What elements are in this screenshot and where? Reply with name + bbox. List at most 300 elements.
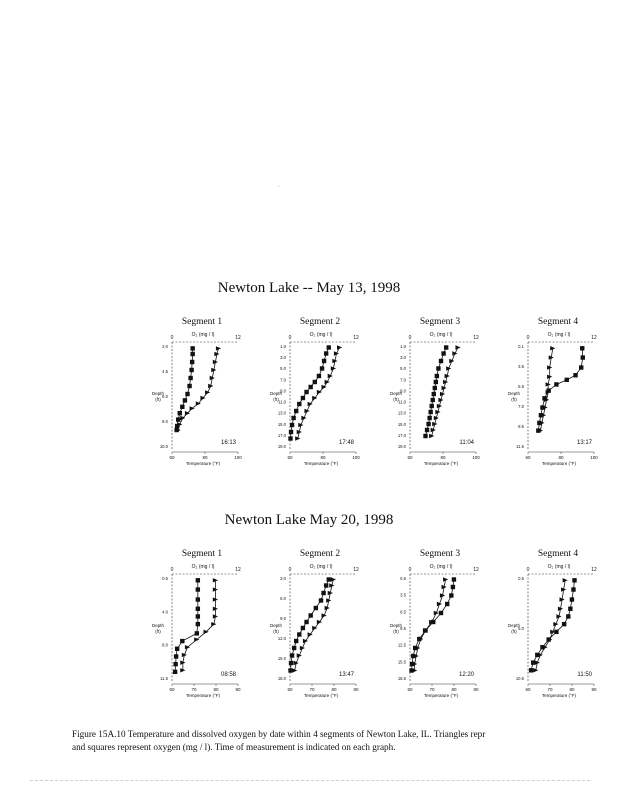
temperature-tick-label: 60: [169, 687, 175, 692]
oxygen-point: [536, 428, 540, 432]
oxygen-point: [297, 402, 301, 406]
temperature-tick-label: 80: [331, 687, 337, 692]
depth-axis-label: (ft): [155, 629, 161, 634]
top-axis-label: O₂ (mg / l): [429, 332, 453, 338]
segment-panel: [506, 544, 618, 704]
temperature-point: [325, 380, 330, 384]
oxygen-point: [319, 598, 323, 602]
segment-panel: [388, 544, 508, 704]
temperature-point: [322, 613, 327, 617]
oxygen-point: [417, 637, 421, 641]
temperature-tick-label: 70: [191, 687, 197, 692]
depth-axis-label: Depth: [507, 623, 521, 628]
oxygen-point: [196, 578, 200, 582]
oxygen-point: [314, 606, 318, 610]
depth-tick-label: 11.5: [516, 444, 524, 449]
temperature-point: [205, 390, 210, 394]
segment-title: Segment 4: [537, 317, 579, 327]
depth-tick-label: 15.0: [277, 656, 286, 661]
oxygen-point: [322, 359, 326, 363]
depth-tick-label: 6.0: [280, 596, 286, 601]
oxygen-point: [196, 587, 200, 591]
oxygen-point: [173, 662, 177, 666]
temperature-point: [304, 409, 309, 413]
depth-axis-label: (ft): [393, 629, 399, 634]
segment-panel: [150, 544, 270, 704]
temperature-point: [434, 611, 439, 615]
temperature-axis-label: Temperature (°F): [185, 693, 221, 698]
depth-tick-label: 4.0: [162, 609, 168, 615]
oxygen-point: [297, 632, 301, 636]
oxygen-point: [449, 593, 453, 597]
depth-axis-label: (ft): [393, 397, 399, 402]
temperature-axis-label: Temperature (°F): [541, 461, 577, 466]
oxygen-point: [195, 631, 199, 635]
top-tick-label: 12: [591, 335, 597, 341]
figure-title-may-13: Newton Lake -- May 13, 1998: [217, 280, 401, 296]
temperature-point: [303, 639, 308, 643]
temperature-tick-label: 60: [525, 455, 531, 460]
oxygen-point: [570, 597, 574, 601]
temperature-tick-label: 80: [213, 687, 219, 692]
oxygen-point: [176, 417, 180, 421]
oxygen-point: [185, 392, 189, 396]
oxygen-point: [308, 385, 312, 389]
depth-axis-label: Depth: [151, 391, 165, 396]
oxygen-point: [196, 622, 200, 626]
temperature-tick-label: 60: [169, 455, 175, 460]
temperature-tick-label: 60: [287, 687, 293, 692]
temperature-tick-label: 100: [352, 455, 360, 460]
depth-tick-label: 7.0: [400, 377, 406, 383]
oxygen-point: [433, 386, 437, 390]
oxygen-point: [190, 360, 194, 364]
oxygen-point: [327, 577, 331, 581]
top-tick-label: 12: [591, 567, 597, 573]
oxygen-point: [327, 345, 331, 349]
depth-tick-label: 10.0: [159, 444, 168, 449]
page-footer-rule: [30, 780, 590, 787]
depth-tick-label: 2.0: [162, 344, 168, 349]
oxygen-point: [324, 583, 328, 587]
oxygen-point: [321, 591, 325, 595]
temperature-tick-label: 90: [235, 687, 241, 692]
oxygen-point: [546, 388, 550, 392]
temperature-tick-label: 90: [353, 687, 359, 692]
temperature-tick-label: 80: [320, 455, 326, 460]
top-tick-label: 0: [170, 335, 174, 341]
depth-tick-label: 3.5: [400, 592, 406, 598]
depth-axis-label: Depth: [389, 391, 403, 396]
depth-tick-label: 0.5: [400, 576, 406, 581]
oxygen-point: [196, 607, 200, 611]
oxygen-point: [174, 428, 178, 432]
top-tick-label: 0: [170, 567, 174, 573]
depth-tick-label: 15.0: [397, 421, 406, 427]
temperature-series-line: [536, 580, 565, 670]
depth-axis-label: Depth: [151, 623, 165, 628]
oxygen-point: [426, 422, 430, 426]
depth-tick-label: 7.0: [280, 377, 286, 383]
oxygen-point: [531, 660, 535, 664]
temperature-tick-label: 90: [591, 687, 597, 692]
oxygen-series-line: [538, 348, 582, 430]
depth-axis-label: (ft): [511, 629, 517, 634]
oxygen-point: [571, 587, 575, 591]
temperature-axis-label: Temperature (°F): [303, 693, 339, 698]
top-axis-label: O₂ (mg / l): [191, 564, 215, 570]
oxygen-point: [568, 607, 572, 611]
oxygen-point: [537, 421, 541, 425]
top-axis-label: O₂ (mg / l): [309, 332, 333, 338]
oxygen-point: [572, 578, 576, 582]
temperature-axis-label: Temperature (°F): [423, 461, 459, 466]
measurement-time: 11:04: [459, 440, 474, 446]
top-axis-label: O₂ (mg / l): [547, 332, 571, 338]
temperature-tick-label: 100: [234, 455, 242, 460]
depth-tick-label: 19.0: [277, 444, 286, 449]
oxygen-point: [196, 614, 200, 618]
oxygen-point: [324, 351, 328, 355]
oxygen-point: [294, 639, 298, 643]
oxygen-point: [562, 622, 566, 626]
oxygen-point: [308, 613, 312, 617]
temperature-tick-label: 70: [309, 687, 315, 692]
depth-axis-label: (ft): [273, 397, 279, 402]
oxygen-point: [183, 398, 187, 402]
temperature-tick-label: 80: [440, 455, 446, 460]
segment-panel: [268, 312, 388, 472]
top-tick-label: 0: [288, 567, 292, 573]
depth-tick-label: 19.0: [397, 444, 406, 449]
oxygen-point: [290, 423, 294, 427]
segment-chart-svg: [388, 544, 500, 706]
temperature-series-line: [432, 348, 458, 437]
depth-tick-label: 17.0: [397, 432, 406, 438]
temperature-axis-label: Temperature (°F): [303, 461, 339, 466]
oxygen-point: [188, 376, 192, 380]
temperature-point: [312, 396, 317, 400]
oxygen-point: [431, 620, 435, 624]
segment-title: Segment 1: [181, 549, 223, 559]
oxygen-point: [430, 404, 434, 408]
depth-tick-label: 5.5: [518, 384, 524, 389]
oxygen-point: [539, 413, 543, 417]
oxygen-point: [292, 646, 296, 650]
depth-tick-label: 11.5: [160, 676, 168, 681]
depth-tick-label: 0.1: [518, 344, 524, 349]
caption-line-2: and squares represent oxygen (mg / l). Time of measurement is indicated on each graph.: [72, 742, 396, 752]
depth-tick-label: 3.0: [280, 355, 286, 361]
oxygen-point: [573, 373, 577, 377]
oxygen-point: [423, 434, 427, 438]
depth-tick-label: 1.0: [400, 344, 406, 349]
temperature-point: [449, 359, 454, 363]
oxygen-point: [431, 398, 435, 402]
top-tick-label: 0: [526, 335, 530, 341]
depth-axis-label: (ft): [273, 629, 279, 634]
depth-tick-label: 17.0: [277, 432, 286, 438]
temperature-point: [300, 646, 305, 650]
measurement-time: 12:20: [458, 672, 474, 678]
segment-chart-svg: [506, 312, 618, 474]
segment-chart-svg: [268, 544, 380, 706]
top-tick-label: 0: [408, 335, 412, 341]
depth-tick-label: 11.0: [398, 399, 406, 405]
depth-tick-label: 8.0: [162, 419, 168, 424]
oxygen-point: [529, 668, 533, 672]
top-axis-label: O₂ (mg / l): [309, 564, 333, 570]
oxygen-point: [581, 355, 585, 359]
oxygen-point: [554, 382, 558, 386]
depth-tick-label: 4.5: [162, 369, 168, 374]
oxygen-point: [441, 351, 445, 355]
caption-line-1: Figure 15A.10 Temperature and dissolved oxygen by date within 4 segments of Newton Lake, IL. Triangles repr: [72, 729, 486, 739]
oxygen-point: [434, 380, 438, 384]
depth-tick-label: 13.0: [397, 410, 406, 416]
depth-tick-label: 6.0: [162, 394, 168, 399]
oxygen-point: [301, 396, 305, 400]
oxygen-point: [580, 346, 584, 350]
segment-title: Segment 1: [181, 317, 223, 327]
depth-tick-label: 5.0: [400, 366, 406, 372]
depth-tick-label: 3.5: [518, 364, 524, 369]
segment-chart-svg: [150, 312, 262, 474]
oxygen-point: [425, 428, 429, 432]
figure-title-may-20: Newton Lake May 20, 1998: [224, 512, 394, 528]
temperature-point: [455, 345, 460, 349]
temperature-point: [297, 653, 302, 657]
top-tick-label: 12: [473, 335, 479, 341]
oxygen-point: [304, 620, 308, 624]
segment-chart-svg: [268, 312, 380, 474]
temperature-point: [317, 620, 322, 624]
oxygen-point: [288, 436, 292, 440]
oxygen-point: [175, 424, 179, 428]
depth-tick-label: 9.0: [280, 616, 286, 621]
depth-tick-label: 9.0: [280, 388, 286, 394]
temperature-axis-label: Temperature (°F): [423, 693, 459, 698]
depth-tick-label: 0.5: [162, 576, 168, 581]
measurement-time: 13:17: [576, 440, 592, 446]
depth-tick-label: 3.0: [400, 355, 406, 361]
depth-axis-label: (ft): [511, 397, 517, 402]
oxygen-point: [444, 345, 448, 349]
depth-tick-label: 3.0: [280, 576, 286, 581]
temperature-tick-label: 80: [558, 455, 564, 460]
oxygen-point: [540, 405, 544, 409]
oxygen-point: [542, 396, 546, 400]
depth-axis-label: Depth: [269, 623, 283, 628]
oxygen-point: [190, 346, 194, 350]
oxygen-point: [180, 405, 184, 409]
temperature-tick-label: 60: [407, 455, 413, 460]
oxygen-point: [317, 374, 321, 378]
oxygen-point: [173, 670, 177, 674]
segment-panel: [388, 312, 508, 472]
temperature-point: [437, 602, 442, 606]
temperature-point: [452, 351, 457, 355]
temperature-point: [308, 632, 313, 636]
oxygen-point: [301, 626, 305, 630]
depth-axis-label: Depth: [269, 391, 283, 396]
temperature-point: [328, 374, 333, 378]
depth-tick-label: 9.5: [518, 424, 524, 429]
oxygen-point: [432, 392, 436, 396]
segment-title: Segment 2: [299, 317, 341, 327]
segment-panel: [506, 312, 618, 472]
oxygen-point: [189, 368, 193, 372]
oxygen-point: [291, 416, 295, 420]
temperature-point: [337, 345, 342, 349]
depth-axis-label: Depth: [507, 391, 521, 396]
depth-tick-label: 1.0: [280, 344, 286, 349]
temperature-tick-label: 90: [473, 687, 479, 692]
segment-title: Segment 3: [419, 549, 461, 559]
top-axis-label: O₂ (mg / l): [547, 564, 571, 570]
temperature-tick-label: 80: [451, 687, 457, 692]
depth-tick-label: 7.0: [518, 404, 524, 409]
oxygen-point: [304, 390, 308, 394]
segment-chart-svg: [388, 312, 500, 474]
depth-tick-label: 0.5: [518, 576, 524, 581]
top-tick-label: 12: [473, 567, 479, 573]
oxygen-point: [427, 416, 431, 420]
segment-panel: [268, 544, 388, 704]
temperature-point: [312, 626, 317, 630]
oxygen-point: [190, 352, 194, 356]
oxygen-point: [180, 639, 184, 643]
depth-tick-label: 9.5: [400, 626, 406, 631]
measurement-time: 08:58: [220, 672, 236, 678]
temperature-series-line: [295, 580, 334, 671]
oxygen-point: [288, 668, 292, 672]
temperature-point: [301, 416, 306, 420]
top-tick-label: 0: [408, 567, 412, 573]
segment-title: Segment 4: [537, 549, 579, 559]
oxygen-point: [423, 628, 427, 632]
oxygen-point: [409, 668, 413, 672]
oxygen-point: [439, 359, 443, 363]
top-axis-label: O₂ (mg / l): [429, 564, 453, 570]
segment-chart-svg: [506, 544, 618, 706]
scan-speck: ·: [278, 184, 280, 190]
temperature-tick-label: 100: [472, 455, 480, 460]
temperature-tick-label: 60: [525, 687, 531, 692]
oxygen-point: [435, 374, 439, 378]
oxygen-point: [289, 661, 293, 665]
segment-title: Segment 3: [419, 317, 461, 327]
oxygen-point: [452, 577, 456, 581]
depth-axis-label: (ft): [155, 397, 161, 402]
oxygen-point: [290, 653, 294, 657]
top-tick-label: 12: [235, 567, 241, 573]
oxygen-point: [294, 409, 298, 413]
temperature-point: [196, 401, 201, 405]
oxygen-point: [566, 614, 570, 618]
oxygen-point: [445, 602, 449, 606]
oxygen-point: [451, 585, 455, 589]
top-tick-label: 12: [353, 567, 359, 573]
depth-tick-label: 6.5: [400, 609, 406, 615]
oxygen-series-line: [175, 580, 198, 672]
oxygen-point: [428, 410, 432, 414]
top-tick-label: 12: [353, 335, 359, 341]
oxygen-point: [535, 653, 539, 657]
depth-tick-label: 12.0: [277, 636, 286, 641]
depth-tick-label: 5.0: [280, 366, 286, 372]
depth-tick-label: 13.0: [277, 410, 286, 416]
oxygen-point: [289, 430, 293, 434]
depth-tick-label: 18.5: [397, 676, 406, 681]
oxygen-point: [540, 645, 544, 649]
oxygen-point: [413, 646, 417, 650]
oxygen-point: [565, 378, 569, 382]
depth-tick-label: 15.5: [397, 659, 406, 665]
temperature-tick-label: 60: [287, 455, 293, 460]
temperature-tick-label: 100: [590, 455, 598, 460]
oxygen-point: [320, 366, 324, 370]
oxygen-point: [436, 366, 440, 370]
temperature-tick-label: 70: [547, 687, 553, 692]
depth-tick-label: 15.0: [277, 421, 286, 427]
temperature-point: [553, 622, 558, 626]
measurement-time: 13:47: [338, 672, 354, 678]
top-tick-label: 12: [235, 335, 241, 341]
depth-tick-label: 8.0: [162, 642, 168, 648]
depth-tick-label: 11.0: [278, 399, 286, 405]
top-tick-label: 0: [526, 567, 530, 573]
oxygen-point: [579, 365, 583, 369]
temperature-axis-label: Temperature (°F): [185, 461, 221, 466]
figure-caption: [72, 728, 618, 754]
oxygen-point: [554, 630, 558, 634]
oxygen-point: [313, 380, 317, 384]
temperature-point: [322, 385, 327, 389]
depth-tick-label: 9.0: [400, 388, 406, 394]
top-axis-label: O₂ (mg / l): [191, 332, 215, 338]
depth-tick-label: 18.0: [277, 676, 286, 681]
temperature-point: [200, 396, 205, 400]
depth-tick-label: 10.5: [515, 676, 524, 681]
depth-axis-label: Depth: [389, 623, 403, 628]
oxygen-series-line: [412, 580, 454, 671]
oxygen-point: [178, 411, 182, 415]
segment-panel: [150, 312, 270, 472]
segment-title: Segment 2: [299, 549, 341, 559]
temperature-tick-label: 70: [429, 687, 435, 692]
oxygen-point: [546, 637, 550, 641]
top-tick-label: 0: [288, 335, 292, 341]
temperature-tick-label: 60: [407, 687, 413, 692]
temperature-tick-label: 80: [569, 687, 575, 692]
measurement-time: 11:50: [577, 672, 592, 678]
depth-tick-label: 5.0: [518, 626, 524, 631]
temperature-tick-label: 80: [202, 455, 208, 460]
depth-tick-label: 12.5: [397, 642, 406, 648]
oxygen-point: [187, 384, 191, 388]
temperature-point: [308, 402, 313, 406]
measurement-time: 17:48: [338, 440, 354, 446]
measurement-time: 16:13: [220, 440, 236, 446]
oxygen-point: [175, 647, 179, 651]
temperature-axis-label: Temperature (°F): [541, 693, 577, 698]
segment-chart-svg: [150, 544, 262, 706]
oxygen-point: [196, 597, 200, 601]
oxygen-point: [411, 654, 415, 658]
oxygen-point: [439, 611, 443, 615]
oxygen-point: [174, 654, 178, 658]
